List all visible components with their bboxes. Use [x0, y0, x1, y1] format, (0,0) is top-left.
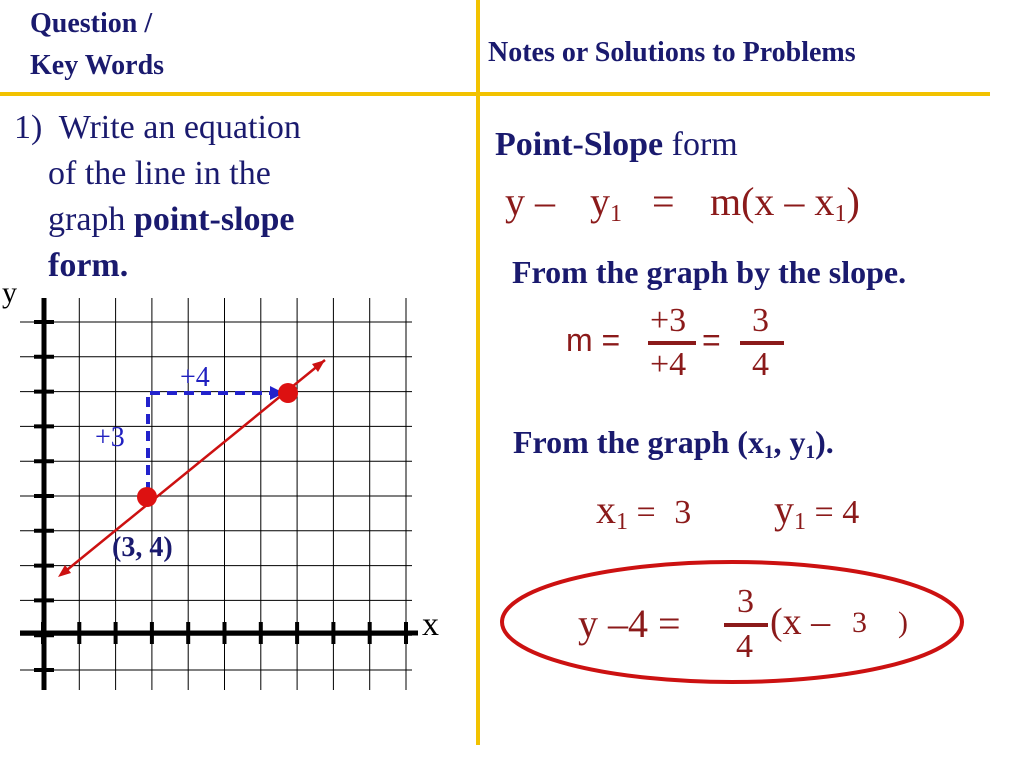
- form-heading-plain: form: [663, 126, 738, 163]
- x-axis-label: x: [422, 606, 439, 643]
- slope-den2: 4: [752, 346, 769, 383]
- y1-val: 4: [842, 494, 860, 531]
- formula-mx: m(x – x: [710, 179, 835, 224]
- x1-var: x: [596, 487, 616, 532]
- x1-val: 3: [674, 494, 692, 531]
- header-left-line2: Key Words: [30, 50, 165, 81]
- formula-close: ): [846, 179, 860, 224]
- y1-eq: =: [806, 494, 843, 531]
- question-line3: graph: [48, 201, 134, 238]
- answer-val: 3: [852, 606, 867, 639]
- form-heading: [495, 126, 738, 164]
- answer-lhs: y –4 =: [578, 601, 681, 646]
- slope-m: [566, 322, 620, 359]
- slope-bar2: [740, 341, 784, 345]
- y-axis-label: y: [2, 276, 17, 309]
- point-end: [278, 383, 298, 403]
- point-heading-sub1: 1: [763, 441, 774, 463]
- point-label: (3, 4): [112, 532, 173, 563]
- question-line2: of the line in the: [48, 155, 271, 192]
- question-number: 1): [14, 109, 43, 146]
- point-heading-post: ).: [815, 424, 834, 460]
- y1-var: y: [774, 487, 794, 532]
- run-label: +4: [180, 362, 210, 393]
- answer-den: 4: [736, 628, 753, 665]
- point-heading-mid: , y: [773, 424, 806, 460]
- formula-x1-sub: 1: [834, 201, 847, 227]
- answer-bar: [724, 623, 768, 627]
- answer-close: ): [898, 606, 908, 639]
- header-left-line1: Question /: [30, 8, 153, 39]
- answer-num: 3: [737, 583, 754, 620]
- x1-eq: =: [628, 494, 665, 531]
- slope-bar1: [648, 341, 696, 345]
- slope-heading: From the graph by the slope.: [512, 254, 907, 290]
- slope-eq2: =: [702, 322, 721, 358]
- point-heading-sub2: 1: [805, 441, 816, 463]
- form-heading-bold: Point-Slope: [495, 126, 664, 163]
- y1-sub: 1: [794, 509, 806, 535]
- y1-value: [774, 486, 859, 536]
- point-heading: [513, 424, 834, 464]
- slope-num1: +3: [650, 302, 687, 339]
- formula-equals: =: [652, 179, 675, 224]
- formula-y1-sub: 1: [610, 201, 622, 227]
- slope-m-var: m: [566, 322, 593, 358]
- point-heading-pre: From the graph (x: [513, 424, 764, 460]
- slope-eq1: =: [601, 322, 621, 358]
- rise-label: +3: [95, 422, 125, 453]
- question-keyword: point-slope: [133, 201, 295, 238]
- formula-y1: [590, 178, 622, 228]
- slope-num2: 3: [752, 302, 769, 339]
- slope-den1: +4: [650, 346, 687, 383]
- point-start: [137, 487, 157, 507]
- x1-sub: 1: [616, 509, 628, 535]
- question-line1: Write an equation: [58, 109, 301, 146]
- x1-value: [596, 486, 691, 536]
- question-line4: form.: [48, 247, 129, 284]
- answer-open: (x –: [770, 601, 831, 643]
- formula-y1-var: y: [590, 179, 610, 224]
- header-right: Notes or Solutions to Problems: [488, 37, 856, 68]
- formula-y: y –: [505, 179, 555, 224]
- formula-rhs: [710, 178, 860, 228]
